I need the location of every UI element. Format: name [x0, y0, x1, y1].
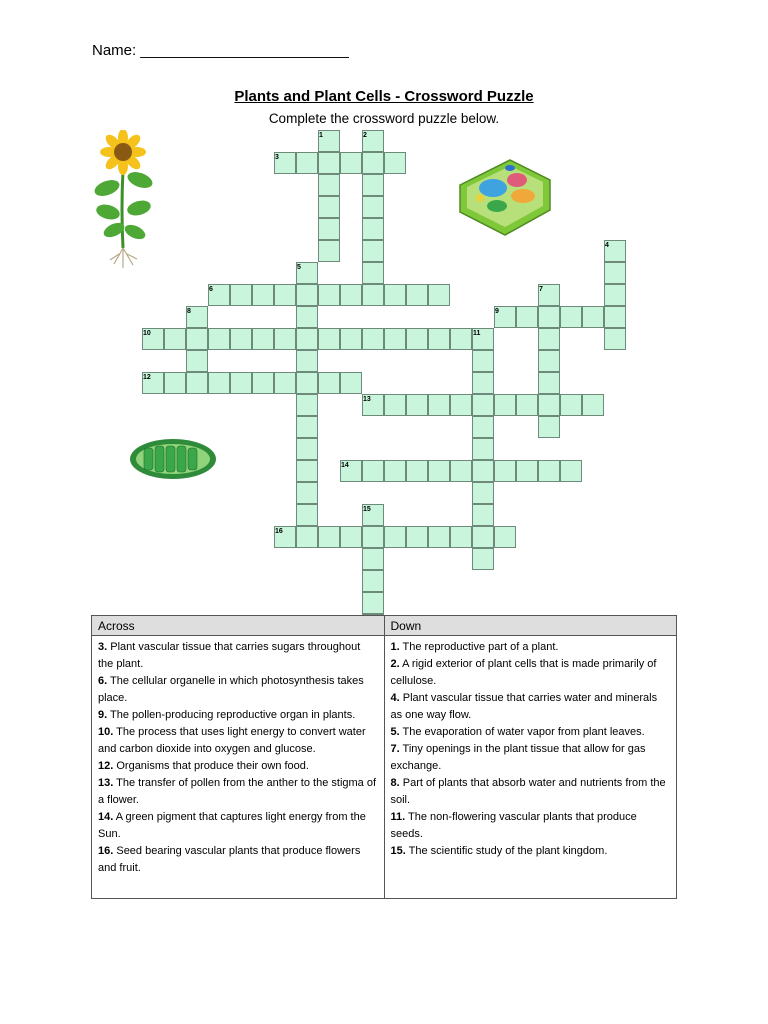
crossword-cell[interactable]	[450, 460, 472, 482]
crossword-cell[interactable]	[538, 460, 560, 482]
clue-item: 7. Tiny openings in the plant tissue that allow for gas exchange.	[390, 743, 646, 772]
crossword-cell[interactable]	[252, 328, 274, 350]
crossword-cell[interactable]	[604, 262, 626, 284]
across-clues	[92, 636, 385, 899]
crossword-cell[interactable]	[538, 328, 560, 350]
clue-number: 3	[275, 154, 279, 161]
crossword-cell[interactable]	[450, 526, 472, 548]
crossword-cell[interactable]	[318, 152, 340, 174]
crossword-cell[interactable]	[318, 240, 340, 262]
crossword-cell[interactable]	[384, 284, 406, 306]
crossword-cell[interactable]	[538, 394, 560, 416]
crossword-cell[interactable]	[604, 284, 626, 306]
crossword-cell[interactable]	[384, 460, 406, 482]
crossword-cell[interactable]	[318, 328, 340, 350]
crossword-cell[interactable]	[318, 284, 340, 306]
crossword-cell[interactable]	[428, 284, 450, 306]
clue-number: 12	[143, 374, 151, 381]
down-clues	[384, 636, 677, 899]
crossword-cell[interactable]	[582, 306, 604, 328]
clue-item: 1. The reproductive part of a plant.	[390, 641, 559, 653]
crossword-cell[interactable]	[252, 372, 274, 394]
clue-number: 6	[209, 286, 213, 293]
clue-item: 5. The evaporation of water vapor from plant leaves.	[390, 726, 645, 738]
crossword-cell[interactable]	[164, 372, 186, 394]
crossword-cell[interactable]	[472, 394, 494, 416]
crossword-cell[interactable]	[340, 372, 362, 394]
crossword-cell[interactable]	[296, 482, 318, 504]
crossword-cell[interactable]	[538, 416, 560, 438]
crossword-cell[interactable]	[472, 504, 494, 526]
crossword-cell[interactable]	[230, 284, 252, 306]
clue-item: 16. Seed bearing vascular plants that produce flowers and fruit.	[98, 845, 361, 874]
clue-item: 15. The scientific study of the plant kingdom.	[390, 845, 608, 857]
crossword-cell[interactable]	[230, 328, 252, 350]
clue-item: 8. Part of plants that absorb water and nutrients from the soil.	[390, 777, 666, 806]
crossword-cell[interactable]	[296, 416, 318, 438]
clue-number: 5	[297, 264, 301, 271]
crossword-cell[interactable]	[516, 306, 538, 328]
crossword-cell[interactable]	[296, 306, 318, 328]
crossword-cell[interactable]	[384, 328, 406, 350]
crossword-cell[interactable]	[296, 460, 318, 482]
crossword-cell[interactable]	[516, 394, 538, 416]
crossword-cell[interactable]	[274, 372, 296, 394]
crossword-cell[interactable]	[472, 416, 494, 438]
crossword-cell[interactable]	[472, 548, 494, 570]
crossword-cell[interactable]	[472, 372, 494, 394]
down-header: Down	[384, 616, 677, 636]
crossword-cell[interactable]	[362, 152, 384, 174]
crossword-cell[interactable]	[428, 328, 450, 350]
crossword-cell[interactable]	[318, 526, 340, 548]
clue-number: 11	[473, 330, 481, 337]
crossword-cell[interactable]	[450, 328, 472, 350]
clue-item: 2. A rigid exterior of plant cells that is made primarily of cellulose.	[390, 658, 657, 687]
crossword-cell[interactable]	[406, 460, 428, 482]
crossword-cell[interactable]	[604, 306, 626, 328]
clue-item: 4. Plant vascular tissue that carries water and minerals as one way flow.	[390, 692, 658, 721]
crossword-cell[interactable]	[362, 284, 384, 306]
crossword-cell[interactable]	[604, 328, 626, 350]
crossword-cell[interactable]	[362, 548, 384, 570]
crossword-cell[interactable]	[318, 372, 340, 394]
crossword-cell[interactable]	[208, 372, 230, 394]
crossword-cell[interactable]	[362, 460, 384, 482]
clue-number: 7	[539, 286, 543, 293]
clue-item: 14. A green pigment that captures light energy from the Sun.	[98, 811, 366, 840]
crossword-cell[interactable]	[164, 328, 186, 350]
crossword-cell[interactable]	[362, 174, 384, 196]
crossword-cell[interactable]	[406, 328, 428, 350]
crossword-cell[interactable]	[186, 350, 208, 372]
clue-item: 11. The non-flowering vascular plants that produce seeds.	[390, 811, 637, 840]
crossword-cell[interactable]	[472, 482, 494, 504]
crossword-cell[interactable]	[296, 394, 318, 416]
crossword-cell[interactable]	[340, 526, 362, 548]
crossword-cell[interactable]	[230, 372, 252, 394]
clue-item: 10. The process that uses light energy to convert water and carbon dioxide into oxygen and glucose.	[98, 726, 366, 755]
crossword-cell[interactable]	[362, 196, 384, 218]
clue-item: 3. Plant vascular tissue that carries sugars throughout the plant.	[98, 641, 361, 670]
crossword-cell[interactable]	[296, 350, 318, 372]
crossword-cell[interactable]	[340, 284, 362, 306]
crossword-cell[interactable]	[362, 592, 384, 614]
clue-number: 8	[187, 308, 191, 315]
crossword-cell[interactable]	[296, 526, 318, 548]
crossword-cell[interactable]	[362, 262, 384, 284]
crossword-cell[interactable]	[516, 460, 538, 482]
crossword-cell[interactable]	[362, 526, 384, 548]
crossword-cell[interactable]	[406, 284, 428, 306]
crossword-cell[interactable]	[318, 218, 340, 240]
crossword-cell[interactable]	[560, 306, 582, 328]
clue-number: 4	[605, 242, 609, 249]
crossword-cell[interactable]	[186, 328, 208, 350]
crossword-cell[interactable]	[428, 460, 450, 482]
crossword-cell[interactable]	[362, 240, 384, 262]
crossword-cell[interactable]	[472, 350, 494, 372]
crossword-cell[interactable]	[318, 196, 340, 218]
page-title: Plants and Plant Cells - Crossword Puzzle	[234, 88, 534, 105]
crossword-cell[interactable]	[296, 504, 318, 526]
crossword-cell[interactable]	[318, 174, 340, 196]
crossword-cell[interactable]	[274, 284, 296, 306]
crossword-cell[interactable]	[494, 526, 516, 548]
crossword-cell[interactable]	[362, 570, 384, 592]
crossword-cell[interactable]	[538, 372, 560, 394]
clue-number: 14	[341, 462, 349, 469]
crossword-cell[interactable]	[208, 328, 230, 350]
clue-number: 15	[363, 506, 371, 513]
clue-item: 12. Organisms that produce their own food.	[98, 760, 309, 772]
crossword-cell[interactable]	[296, 438, 318, 460]
crossword-cell[interactable]	[472, 438, 494, 460]
name-line: Name: _________________________	[92, 42, 349, 59]
crossword-cell[interactable]	[340, 152, 362, 174]
crossword-cell[interactable]	[538, 350, 560, 372]
crossword-cell[interactable]	[384, 152, 406, 174]
clue-item: 6. The cellular organelle in which photosynthesis takes place.	[98, 675, 364, 704]
crossword-cell[interactable]	[494, 460, 516, 482]
crossword-cell[interactable]	[362, 328, 384, 350]
clues-table	[91, 615, 677, 899]
crossword-cell[interactable]	[406, 526, 428, 548]
crossword-cell[interactable]	[252, 284, 274, 306]
crossword-cell[interactable]	[296, 152, 318, 174]
crossword-cell[interactable]	[428, 526, 450, 548]
clue-item: 9. The pollen-producing reproductive organ in plants.	[98, 709, 356, 721]
crossword-cell[interactable]	[340, 328, 362, 350]
instruction-text: Complete the crossword puzzle below.	[268, 111, 500, 126]
clue-number: 16	[275, 528, 283, 535]
crossword-cell[interactable]	[560, 460, 582, 482]
crossword-cell[interactable]	[296, 284, 318, 306]
clue-number: 13	[363, 396, 371, 403]
crossword-cell[interactable]	[384, 394, 406, 416]
crossword-cell[interactable]	[296, 328, 318, 350]
crossword-cell[interactable]	[296, 372, 318, 394]
clue-number: 9	[495, 308, 499, 315]
crossword-cell[interactable]	[362, 218, 384, 240]
crossword-cell[interactable]	[186, 372, 208, 394]
clue-number: 10	[143, 330, 151, 337]
crossword-cell[interactable]	[560, 394, 582, 416]
clue-number: 1	[319, 132, 323, 139]
crossword-cell[interactable]	[582, 394, 604, 416]
crossword-cell[interactable]	[274, 328, 296, 350]
crossword-cell[interactable]	[428, 394, 450, 416]
clue-number: 2	[363, 132, 367, 139]
crossword-cell[interactable]	[472, 460, 494, 482]
crossword-cell[interactable]	[538, 306, 560, 328]
crossword-cell[interactable]	[494, 394, 516, 416]
crossword-cell[interactable]	[384, 526, 406, 548]
clue-item: 13. The transfer of pollen from the anther to the stigma of a flower.	[98, 777, 377, 806]
crossword-cell[interactable]	[450, 394, 472, 416]
crossword-cell[interactable]	[472, 526, 494, 548]
across-header: Across	[92, 616, 385, 636]
crossword-cell[interactable]	[406, 394, 428, 416]
